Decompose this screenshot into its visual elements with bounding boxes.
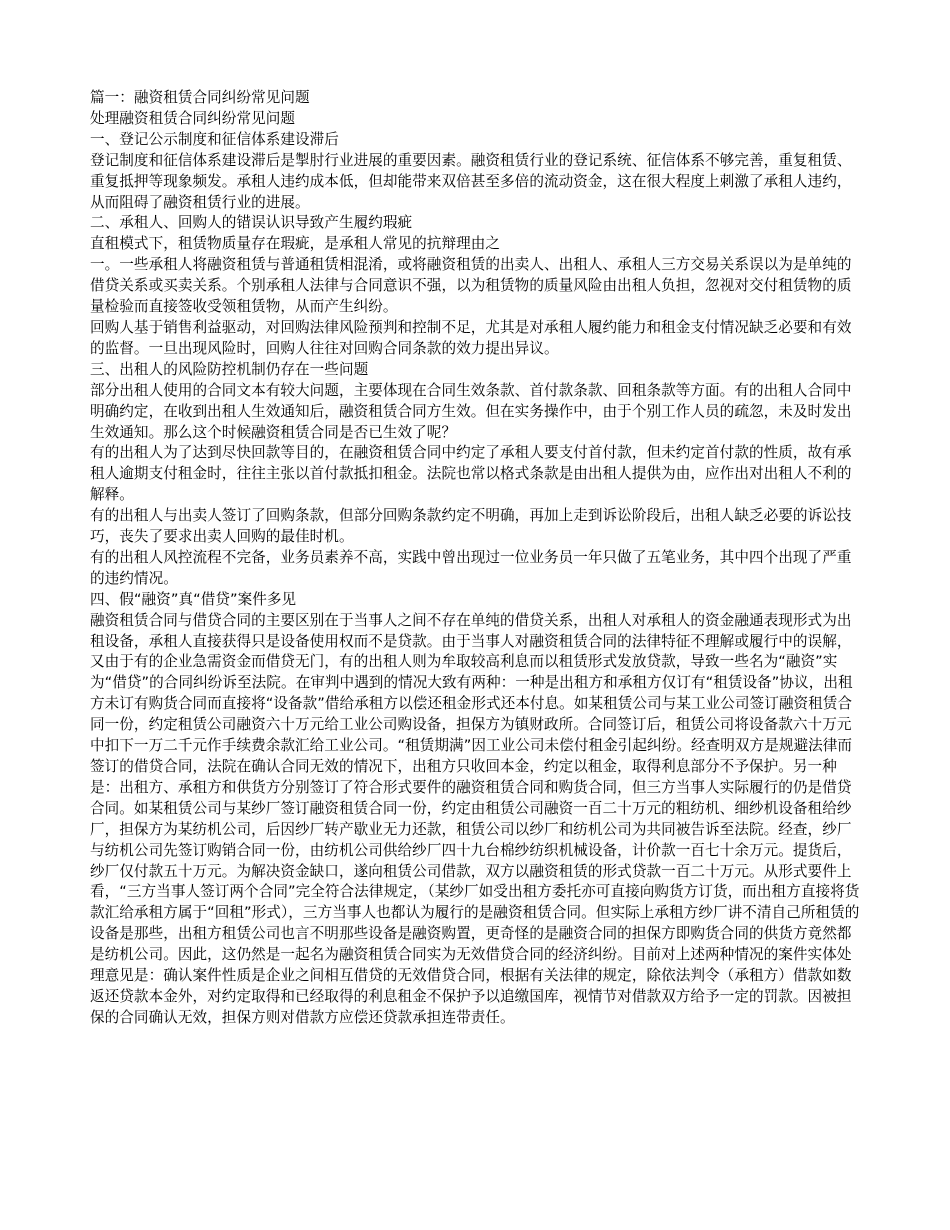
section-3-paragraph-4: 有的出租人风控流程不完备，业务员素养不高，实践中曾出现过一位业务员一年只做了五笔业务，其中四个出现了严重的违约情况。 (90, 548, 852, 587)
section-1-paragraph-1: 登记制度和征信体系建设滞后是掣肘行业进展的重要因素。融资租赁行业的登记系统、征信体系不够完善，重复租赁、重复抵押等现象频发。承租人违约成本低，但却能带来双倍甚至多倍的流动资金，这在很大程度上刺激了承租人违约，从而阻碍了融资租赁行业的进展。 (90, 151, 852, 211)
document-title: 篇一：融资租赁合同纠纷常见问题 (90, 89, 310, 106)
section-2-paragraph-1: 直租模式下，租赁物质量存在瑕疵，是承租人常见的抗辩理由之 (90, 235, 501, 253)
section-2-paragraph-2: 一。一些承租人将融资租赁与普通租赁相混淆，或将融资租赁的出卖人、出租人、承租人三方交易关系误以为是单纯的借贷关系或买卖关系。个别承租人法律与合同意识不强，以为租赁物的质量风险由出租人负担，忽视对交付租赁物的质量检验而直接签收受领租赁物，从而产生纠纷。 (90, 256, 852, 316)
section-1-heading: 一、登记公示制度和征信体系建设滞后 (90, 130, 339, 148)
section-4-heading: 四、假“融资”真“借贷”案件多见 (90, 590, 297, 608)
document-subtitle: 处理融资租赁合同纠纷常见问题 (90, 109, 296, 127)
section-2-paragraph-3: 回购人基于销售利益驱动，对回购法律风险预判和控制不足，尤其是对承租人履约能力和租金支付情况缺乏必要和有效的监督。一旦出现风险时，回购人往往对回购合同条款的效力提出异议。 (90, 318, 852, 357)
section-3-paragraph-1: 部分出租人使用的合同文本有较大问题，主要体现在合同生效条款、首付款条款、回租条款等方面。有的出租人合同中明确约定，在收到出租人生效通知后，融资租赁合同方生效。但在实务操作中，由于个别工作人员的疏忽，未及时发出生效通知。那么这个时候融资租赁合同是否已生效了呢？ (90, 381, 852, 441)
section-3-paragraph-2: 有的出租人为了达到尽快回款等目的，在融资租赁合同中约定了承租人要支付首付款，但未约定首付款的性质，故有承租人逾期支付租金时，往往主张以首付款抵扣租金。法院也常以格式条款是由出租人提供为由，应作出对出租人不利的解释。 (90, 444, 852, 504)
document-page (90, 88, 860, 1029)
section-3-heading: 三、出租人的风险防控机制仍存在一些问题 (90, 360, 369, 378)
section-2-heading: 二、承租人、回购人的错误认识导致产生履约瑕疵 (90, 214, 413, 232)
section-4-paragraph-1: 融资租赁合同与借贷合同的主要区别在于当事人之间不存在单纯的借贷关系，出租人对承租人的资金融通表现形式为出租设备，承租人直接获得只是设备使用权而不是贷款。由于当事人对融资租赁合同的法律特征不理解或履行中的误解，又由于有的企业急需资金而借贷无门，有的出租人则为牟取较高利息而以租赁形式发放贷款，导致一些名为“融资”实为“借贷”的合同纠纷诉至法院。在审判中遇到的情况大致有两种：一种是出租方和承租方仅订有“租赁设备”协议，出租方未订有购货合同而直接将“设备款”借给承租方以偿还租金形式还本付息。如某租赁公司与某工业公司签订融资租赁合同一份，约定租赁公司融资六十万元给工业公司购设备，担保方为镇财政所。合同签订后，租赁公司将设备款六十万元中扣下一万二千元作手续费余款汇给工业公司。“租赁期满”因工业公司未偿付租金引起纠纷。经查明双方是规避法律而签订的借贷合同，法院在确认合同无效的情况下，出租方只收回本金，约定以租金，取得利息部分不予保护。另一种是：出租方、承租方和供货方分别签订了符合形式要件的融资租赁合同和购货合同，但三方当事人实际履行的仍是借贷合同。如某租赁公司与某纱厂签订融资租赁合同一份，约定由租赁公司融资一百二十万元的粗纺机、细纱机设备租给纱厂，担保方为某纺机公司，后因纱厂转产歇业无力还款，租赁公司以纱厂和纺机公司为共同被告诉至法院。经查，纱厂与纺机公司先签订购销合同一份，由纺机公司供给纱厂四十九台棉纱纺织机械设备，计价款一百七十余万元。提货后，纱厂仅付款五十万元。为解决资金缺口，遂向租赁公司借款，双方以融资租赁的形式贷款一百二十万元。从形式要件上看，“三方当事人签订两个合同”完全符合法律规定，（某纱厂如受出租方委托亦可直接向购货方订货，而出租方直接将货款汇给承租方属于“回租”形式），三方当事人也都认为履行的是融资租赁合同。但实际上承租方纱厂讲不清自己所租赁的设备是那些，出租方租赁公司也言不明那些设备是融资购置，更奇怪的是融资合同的担保方即购货合同的供货方竟然都是纺机公司。因此，这仍然是一起名为融资租赁合同实为无效借贷合同的经济纠纷。目前对上述两种情况的案件实体处理意见是：确认案件性质是企业之间相互借贷的无效借贷合同，根据有关法律的规定，除依法判令（承租方）借款如数返还贷款本金外，对约定取得和已经取得的利息租金不保护予以追缴国库，视情节对借款双方给予一定的罚款。因被担保的合同确认无效，担保方则对借款方应偿还贷款承担连带责任。 (90, 611, 860, 1026)
section-3-paragraph-3: 有的出租人与出卖人签订了回购条款，但部分回购条款约定不明确，再加上走到诉讼阶段后，出租人缺乏必要的诉讼技巧，丧失了要求出卖人回购的最佳时机。 (90, 507, 852, 546)
